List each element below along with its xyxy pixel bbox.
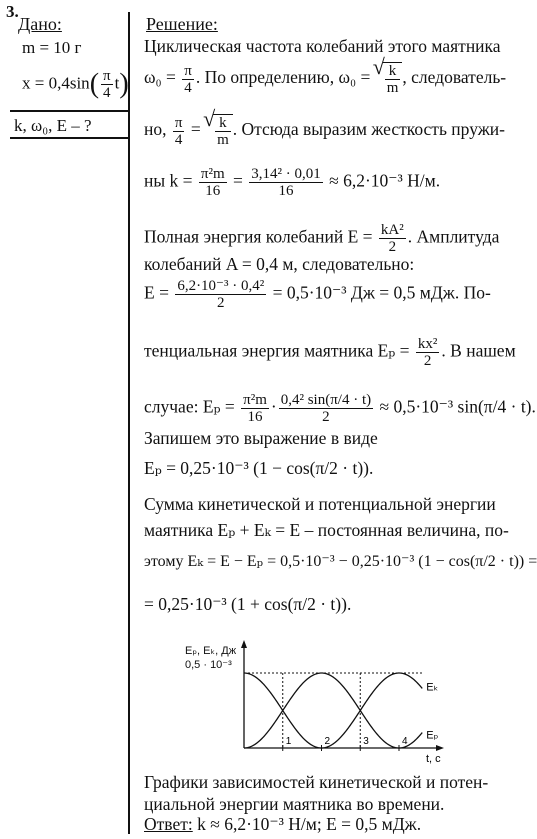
frac-den: 2 [322,409,330,425]
caption-line-2: циальной энергии маятника во времени. [144,794,445,814]
answer-line [144,814,421,834]
solution-line-3 [144,114,505,148]
problem-number: 3. [6,2,19,21]
frac-num: kA² [380,222,404,238]
frac-num: π [184,62,192,79]
solution-line-1: Циклическая частота колебаний этого маятника [144,36,501,56]
x-tick-label-4: 4 [402,736,408,747]
potential-label: тенциальная энергия маятника Eₚ = [144,340,410,361]
frac-num: 6,2·10⁻³ · 0,4² [177,278,265,294]
caption-line-1: Графики зависимостей кинетической и потен- [144,772,489,792]
series-ep-line [244,673,422,748]
x-tick-label-3: 3 [363,736,369,747]
line3-prefix: но, [144,119,167,140]
line8-tail: . В нашем [441,340,516,361]
solution-line-13: маятника Eₚ + Eₖ = E – постоянная величина, по- [144,520,509,540]
y-axis-arrow [241,640,247,648]
x-axis-arrow [436,745,444,751]
frac-num: π [174,114,183,131]
times: · [270,396,277,417]
solution-line-4 [144,166,440,199]
energy-label: Полная энергия колебаний E = [144,226,373,247]
sqrt-num: √ k [215,115,231,132]
consequence-text: , следователь- [402,67,507,88]
case-label: случае: Eₚ = [144,396,235,417]
energy-result: = 0,5·10⁻³ Дж = 0,5 мДж. По- [272,282,491,303]
frac-den: 16 [247,409,263,425]
given-divider-bottom [10,137,128,139]
given-frac-num: π [103,68,111,84]
line3-tail: . Отсюда выразим жесткость пружи- [232,119,505,140]
given-find: k, ω₀, E – ? [14,116,92,135]
solution-line-5 [144,222,499,255]
frac-num: 0,4² sin(π/4 · t) [280,392,372,408]
case-result: ≈ 0,5·10⁻³ sin(π/4 · t). [379,396,536,417]
frac-den: 2 [388,239,397,255]
equals: = [190,119,201,140]
frac-num: 3,14² · 0,01 [251,166,321,182]
chart-y-label: Eₚ, Eₖ, Дж [185,645,237,657]
solution-line-8 [144,336,516,369]
answer-text: k ≈ 6,2·10⁻³ Н/м; E = 0,5 мДж. [192,814,422,834]
frac-num: kx² [417,336,438,352]
x-axis-label: t, c [426,753,441,765]
x-tick-label-1: 1 [285,736,292,747]
k-label: ны k = [144,170,193,191]
solution-line-9 [144,392,536,425]
k-result: ≈ 6,2·10⁻³ Н/м. [329,170,441,191]
given-equation-tail: t [114,73,120,93]
frac-num: π²m [200,166,225,182]
sqrt-den: m [217,132,229,148]
solution-line-2 [144,62,506,96]
given-divider [10,110,128,112]
definition-text: . По определению, ω₀ = [195,67,371,88]
given-mass: m = 10 г [22,38,82,57]
amplitude-text: . Амплитуда [407,226,500,247]
solution-line-15: = 0,25·10⁻³ (1 + cos(π/2 · t)). [144,594,352,614]
series-label-ep: Eₚ [426,729,439,742]
frac-den: 4 [174,131,183,148]
omega0-label: ω₀ = [144,67,176,88]
chart-ymax-label: 0,5 · 10⁻³ [185,659,232,671]
frac-num: π²m [243,392,267,408]
given-equation: x = 0,4sin( $\frac{\pi}{4}$ t) [22,68,129,101]
solution-line-7 [144,278,491,311]
sqrt-num: √ k [385,63,401,80]
x-tick-label-2: 2 [324,736,331,747]
sqrt-den: m [386,80,399,96]
frac-den: 16 [278,183,294,199]
given-frac-den: 4 [103,85,111,101]
equals: = [233,170,243,191]
solution-line-11: Eₚ = 0,25·10⁻³ (1 − cos(π/2 · t)). [144,458,374,478]
energy-eq: E = [144,282,169,303]
series-label-ek: Eₖ [426,681,439,694]
solution-heading: Решение: [146,14,218,34]
column-divider [128,12,130,834]
answer-label: Ответ: [144,814,193,834]
frac-den: 2 [217,295,225,311]
given-heading: Дано: [18,14,62,34]
solution-line-10: Запишем это выражение в виде [144,428,378,448]
frac-den: 2 [423,353,432,369]
series-ek-line [244,673,422,748]
solution-line-14: этому Eₖ = E − Eₚ = 0,5·10⁻³ − 0,25·10⁻³ (1 − cos(π/2 · t)) = [144,553,537,570]
given-equation-head: x = 0,4sin [22,73,90,93]
frac-den: 4 [184,79,192,96]
solution-line-12: Сумма кинетической и потенциальной энергии [144,494,496,514]
frac-den: 16 [205,183,221,199]
solution-line-6: колебаний A = 0,4 м, следовательно: [144,254,415,274]
